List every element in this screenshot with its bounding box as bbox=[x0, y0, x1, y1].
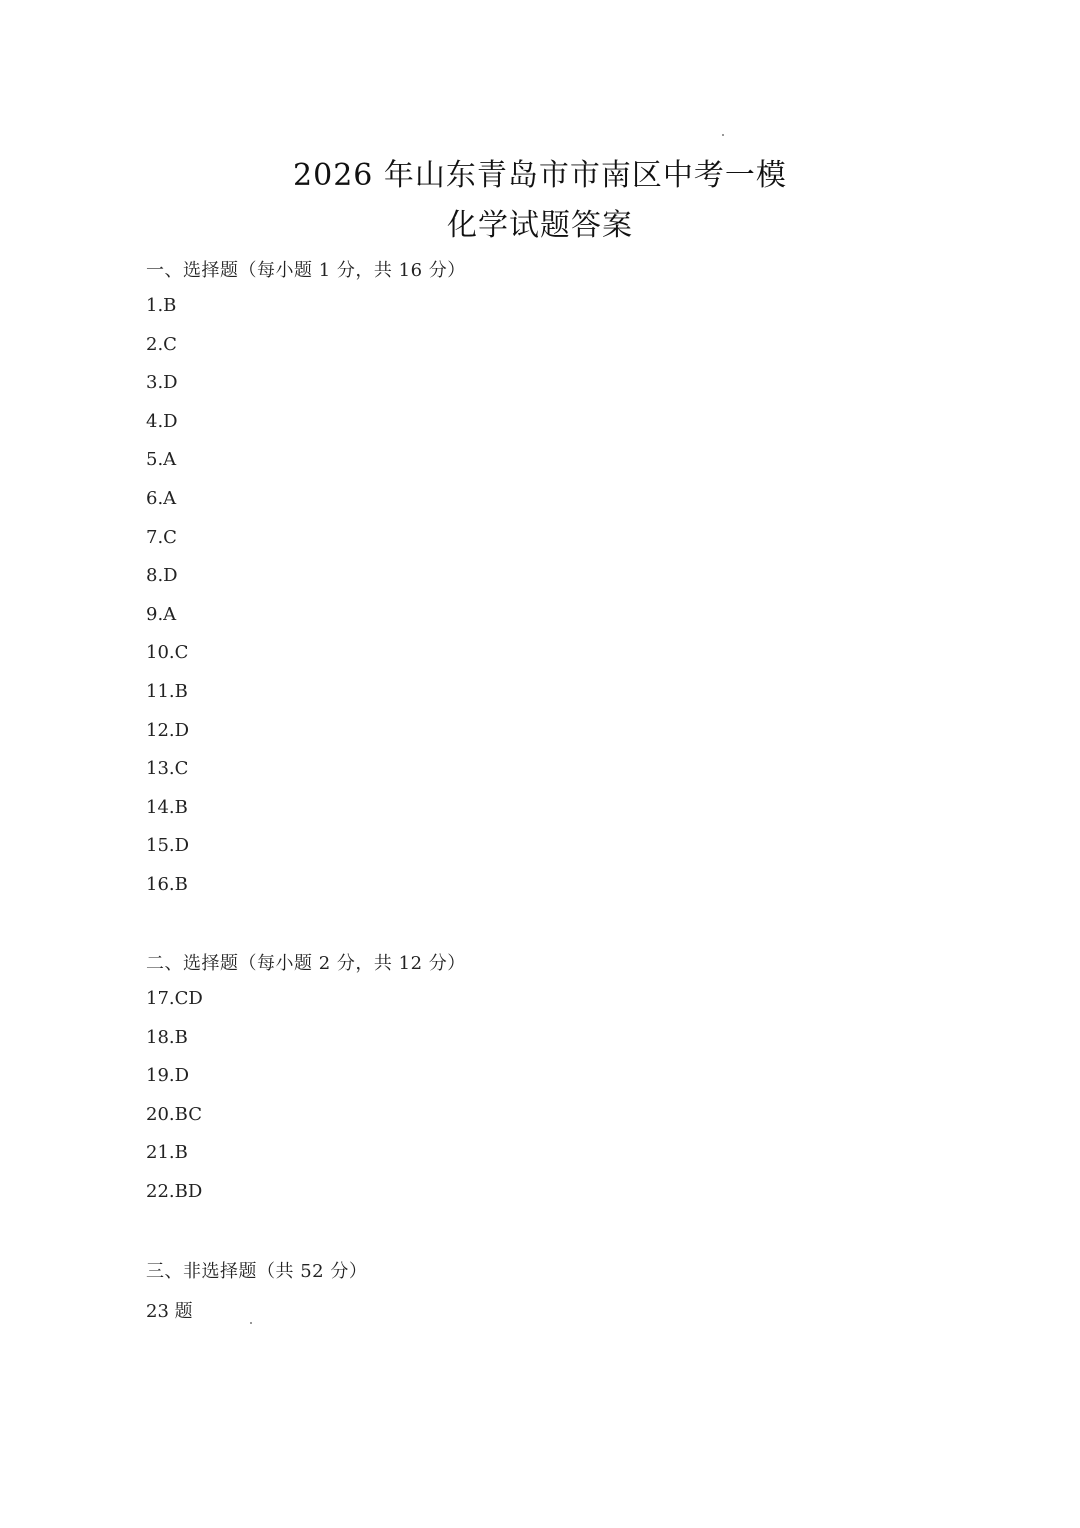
answer-item: 19.D bbox=[146, 1065, 190, 1087]
question-23-label: 23 题 bbox=[146, 1301, 193, 1322]
document-subtitle: 化学试题答案 bbox=[447, 208, 633, 243]
document-title: 2026 年山东青岛市市南区中考一模 bbox=[293, 158, 787, 193]
answer-item: 5.A bbox=[146, 449, 177, 471]
answer-item: 21.B bbox=[146, 1142, 188, 1164]
answer-item: 8.D bbox=[146, 565, 178, 587]
answer-item: 6.A bbox=[146, 487, 177, 509]
section-2-heading: 二、选择题（每小题 2 分，共 12 分） bbox=[146, 953, 466, 974]
section-1-answer-list bbox=[146, 296, 189, 914]
section-3-heading: 三、非选择题（共 52 分） bbox=[146, 1261, 368, 1282]
answer-item: 4.D bbox=[146, 410, 178, 432]
answer-item: 17.CD bbox=[146, 988, 203, 1009]
answer-item: 18.B bbox=[146, 1026, 188, 1048]
answer-item: 14.B bbox=[146, 796, 188, 818]
answer-item: 7.C bbox=[146, 526, 177, 548]
scan-speck bbox=[722, 134, 724, 136]
answer-item: 1.B bbox=[146, 295, 177, 316]
answer-item: 22.BD bbox=[146, 1180, 203, 1202]
answer-item: 15.D bbox=[146, 835, 190, 857]
answer-item: 2.C bbox=[146, 333, 177, 355]
answer-item: 20.BC bbox=[146, 1103, 202, 1125]
answer-item: 12.D bbox=[146, 719, 190, 741]
answer-item: 16.B bbox=[146, 873, 188, 895]
answer-item: 13.C bbox=[146, 758, 189, 780]
answer-item: 10.C bbox=[146, 642, 189, 664]
answer-item: 11.B bbox=[146, 680, 188, 702]
scan-speck bbox=[250, 1322, 252, 1324]
section-1-heading: 一、选择题（每小题 1 分，共 16 分） bbox=[146, 260, 466, 281]
answer-item: 3.D bbox=[146, 372, 178, 394]
section-2-answer-list bbox=[146, 989, 203, 1221]
answer-item: 9.A bbox=[146, 603, 177, 625]
